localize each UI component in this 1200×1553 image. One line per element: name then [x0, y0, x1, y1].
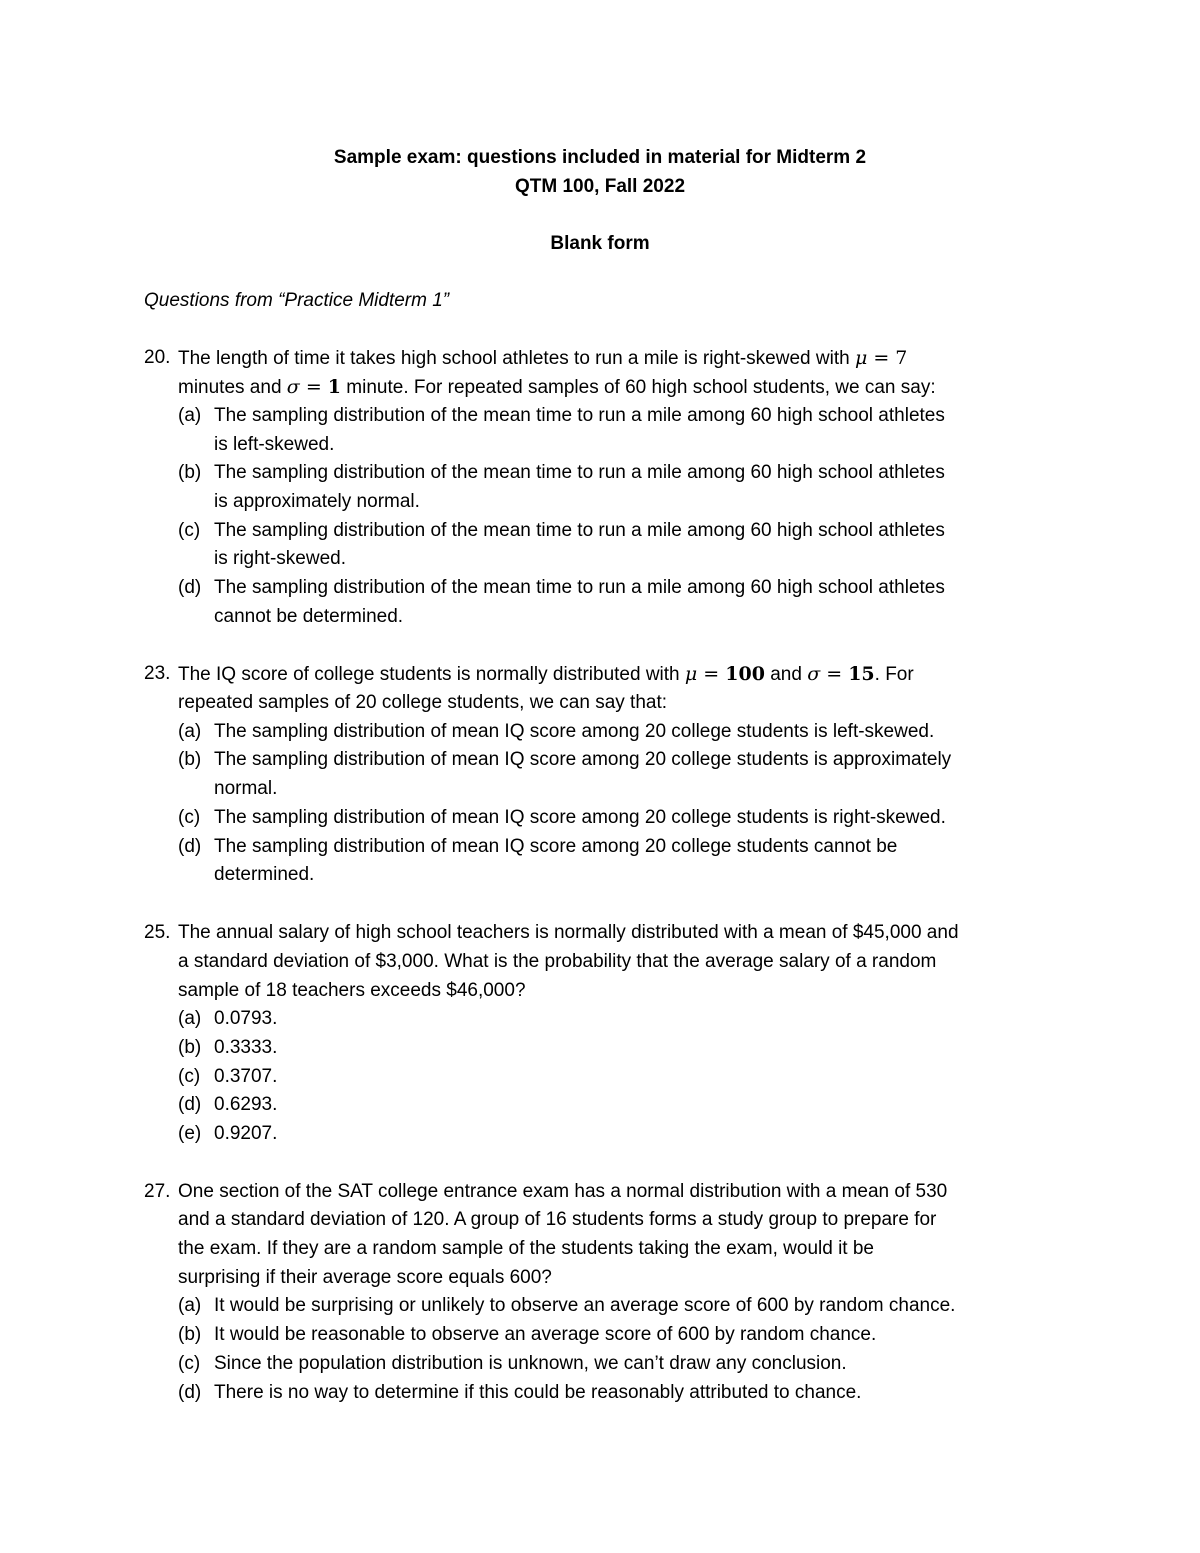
- option-text: 0.3333.: [214, 1037, 278, 1058]
- option-letter: (b): [178, 462, 202, 483]
- option-letter: (c): [178, 807, 201, 828]
- option-letter: (a): [178, 1295, 202, 1316]
- option-letter: (a): [178, 721, 202, 742]
- option-text: The sampling distribution of mean IQ score among 20 college students is approximately: [214, 749, 952, 770]
- option-letter: (e): [178, 1123, 202, 1144]
- option-text: 0.3707.: [214, 1066, 278, 1087]
- question-stem-line: a standard deviation of $3,000. What is the probability that the average salary of a random: [178, 951, 937, 972]
- option-letter: (c): [178, 520, 201, 541]
- question-stem-line: The length of time it takes high school athletes to run a mile is right-skewed with μ = 7: [178, 347, 908, 369]
- question-stem-line: minutes and σ = 1 minute. For repeated samples of 60 high school students, we can say:: [178, 376, 936, 398]
- option-letter: (b): [178, 749, 202, 770]
- option-text: is left-skewed.: [214, 434, 335, 455]
- option-letter: (c): [178, 1353, 201, 1374]
- option-text: 0.6293.: [214, 1094, 278, 1115]
- option-letter: (d): [178, 836, 202, 857]
- option-text: normal.: [214, 778, 278, 799]
- question-stem-line: The IQ score of college students is normally distributed with μ = 100 and σ = 15. For: [178, 663, 914, 685]
- option-text: cannot be determined.: [214, 606, 404, 627]
- option-text: The sampling distribution of the mean time to run a mile among 60 high school athletes: [214, 405, 945, 426]
- option-letter: (d): [178, 1094, 202, 1115]
- option-text: Since the population distribution is unknown, we can’t draw any conclusion.: [214, 1353, 847, 1374]
- option-text: is right-skewed.: [214, 548, 346, 569]
- question-stem-line: repeated samples of 20 college students, we can say that:: [178, 692, 668, 713]
- option-text: The sampling distribution of mean IQ score among 20 college students is right-skewed.: [214, 807, 946, 828]
- question-stem-line: sample of 18 teachers exceeds $46,000?: [178, 980, 526, 1001]
- option-letter: (c): [178, 1066, 201, 1087]
- option-text: 0.0793.: [214, 1008, 278, 1029]
- course-line: QTM 100, Fall 2022: [514, 176, 686, 197]
- option-letter: (d): [178, 1382, 202, 1403]
- option-text: The sampling distribution of the mean time to run a mile among 60 high school athletes: [214, 520, 945, 541]
- option-text: There is no way to determine if this could be reasonably attributed to chance.: [214, 1382, 862, 1403]
- option-text: determined.: [214, 864, 315, 885]
- question-stem-line: and a standard deviation of 120. A group of 16 students forms a study group to prepare for: [178, 1209, 937, 1230]
- option-letter: (b): [178, 1324, 202, 1345]
- option-letter: (a): [178, 405, 202, 426]
- option-text: It would be surprising or unlikely to observe an average score of 600 by random chance.: [214, 1295, 956, 1316]
- question-number: 20.: [144, 347, 171, 368]
- question-stem-line: surprising if their average score equals 600?: [178, 1267, 552, 1288]
- option-text: The sampling distribution of mean IQ score among 20 college students is left-skewed.: [214, 721, 935, 742]
- option-letter: (a): [178, 1008, 202, 1029]
- section-label: Questions from “Practice Midterm 1”: [144, 290, 450, 311]
- option-text: is approximately normal.: [214, 491, 420, 512]
- question-stem-line: The annual salary of high school teachers is normally distributed with a mean of $45,000 and: [178, 922, 959, 943]
- document-title: Sample exam: questions included in material for Midterm 2: [333, 147, 867, 168]
- form-label: Blank form: [550, 233, 650, 254]
- option-text: The sampling distribution of mean IQ score among 20 college students cannot be: [214, 836, 898, 857]
- question-number: 25.: [144, 922, 171, 943]
- option-text: The sampling distribution of the mean time to run a mile among 60 high school athletes: [214, 462, 945, 483]
- option-letter: (b): [178, 1037, 202, 1058]
- option-text: The sampling distribution of the mean time to run a mile among 60 high school athletes: [214, 577, 945, 598]
- option-letter: (d): [178, 577, 202, 598]
- question-number: 27.: [144, 1181, 171, 1202]
- question-stem-line: the exam. If they are a random sample of the students taking the exam, would it be: [178, 1238, 874, 1259]
- option-text: It would be reasonable to observe an average score of 600 by random chance.: [214, 1324, 877, 1345]
- question-stem-line: One section of the SAT college entrance exam has a normal distribution with a mean of 530: [178, 1181, 948, 1202]
- question-number: 23.: [144, 663, 171, 684]
- option-text: 0.9207.: [214, 1123, 278, 1144]
